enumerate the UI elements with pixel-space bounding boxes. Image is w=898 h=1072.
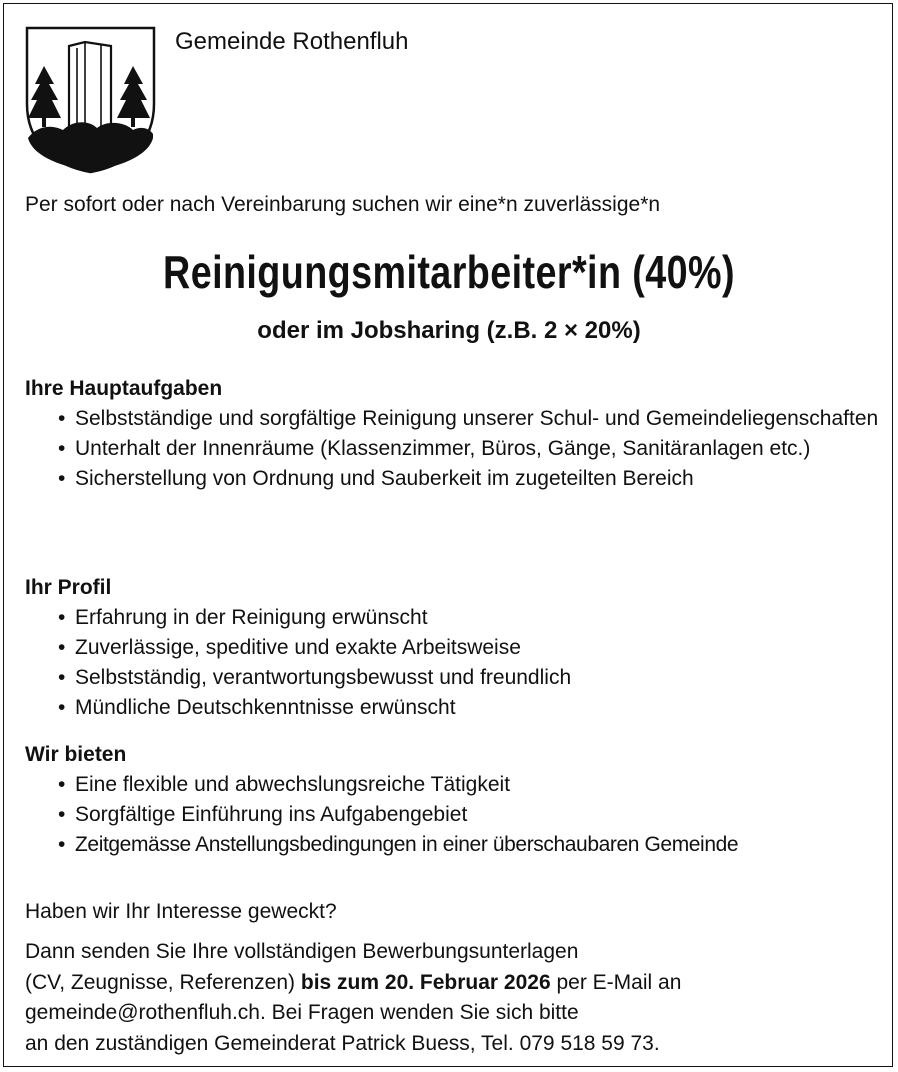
list-item xyxy=(25,603,885,633)
list-item xyxy=(25,800,885,830)
application-deadline: bis zum 20. Februar 2026 xyxy=(300,970,551,994)
section-main-tasks xyxy=(25,374,885,494)
list-item-text: Eine flexible und abwechslungsreiche Tätigkeit xyxy=(75,773,511,796)
list-item-text: Unterhalt der Innenräume (Klassenzimmer, Büros, Gänge, Sanitäranlagen etc.) xyxy=(75,437,811,460)
list-item-text: Erfahrung in der Reinigung erwünscht xyxy=(75,606,428,629)
job-advertisement xyxy=(3,3,893,1067)
contact-line xyxy=(25,968,885,999)
bullet-icon: • xyxy=(58,696,66,719)
list-item xyxy=(25,633,885,663)
list-item-text: Sicherstellung von Ordnung und Sauberkeit im zugeteilten Bereich xyxy=(75,467,694,490)
bullet-icon: • xyxy=(58,606,66,629)
contact-paragraph xyxy=(25,937,885,1059)
section-heading: Wir bieten xyxy=(25,743,127,766)
list-item-text: Zuverlässige, speditive und exakte Arbeitsweise xyxy=(75,636,521,659)
section-profile xyxy=(25,573,885,723)
bullet-icon: • xyxy=(58,636,66,659)
contact-text: (CV, Zeugnisse, Referenzen) xyxy=(25,970,301,994)
bullet-icon: • xyxy=(58,407,66,430)
list-item xyxy=(25,693,885,723)
list-item-text: Zeitgemässe Anstellungsbedingungen in einer überschaubaren Gemeinde xyxy=(75,833,739,856)
profile-list xyxy=(25,603,885,723)
task-list xyxy=(25,404,885,494)
contact-line: Dann senden Sie Ihre vollständigen Bewerbungsunterlagen xyxy=(25,940,579,963)
contact-line: an den zuständigen Gemeinderat Patrick Buess, Tel. 079 518 59 73. xyxy=(25,1031,660,1055)
bullet-icon: • xyxy=(58,833,65,856)
list-item-text: Selbstständig, verantwortungsbewusst und freundlich xyxy=(75,666,572,689)
list-item-text: Selbstständige und sorgfältige Reinigung unserer Schul- und Gemeindeliegenschaften xyxy=(75,407,879,430)
offer-list xyxy=(25,770,885,860)
list-item xyxy=(25,464,885,494)
bullet-icon: • xyxy=(58,803,66,826)
list-item xyxy=(25,770,885,800)
contact-text: per E-Mail an xyxy=(550,970,682,994)
coat-of-arms-icon xyxy=(25,26,156,174)
list-item xyxy=(25,663,885,693)
bullet-icon: • xyxy=(58,467,66,490)
section-heading: Ihr Profil xyxy=(25,576,112,599)
bullet-icon: • xyxy=(58,773,66,796)
bullet-icon: • xyxy=(58,666,66,689)
job-subtitle: oder im Jobsharing (z.B. 2 × 20%) xyxy=(257,317,641,344)
bullet-icon: • xyxy=(58,437,66,460)
list-item-text: Mündliche Deutschkenntnisse erwünscht xyxy=(75,696,456,719)
list-item xyxy=(25,404,885,434)
list-item-text: Sorgfältige Einführung ins Aufgabengebiet xyxy=(75,803,468,826)
contact-line: gemeinde@rothenfluh.ch. Bei Fragen wenden Sie sich bitte xyxy=(25,1001,579,1024)
municipality-name: Gemeinde Rothenfluh xyxy=(175,28,409,55)
list-item xyxy=(25,434,885,464)
job-title: Reinigungsmitarbeiter*in (40%) xyxy=(163,246,735,298)
section-we-offer xyxy=(25,740,885,860)
intro-text: Per sofort oder nach Vereinbarung suchen wir eine*n zuverlässige*n xyxy=(25,193,661,216)
list-item xyxy=(25,830,885,860)
section-heading: Ihre Hauptaufgaben xyxy=(25,377,223,400)
closing-question: Haben wir Ihr Interesse geweckt? xyxy=(25,900,337,923)
